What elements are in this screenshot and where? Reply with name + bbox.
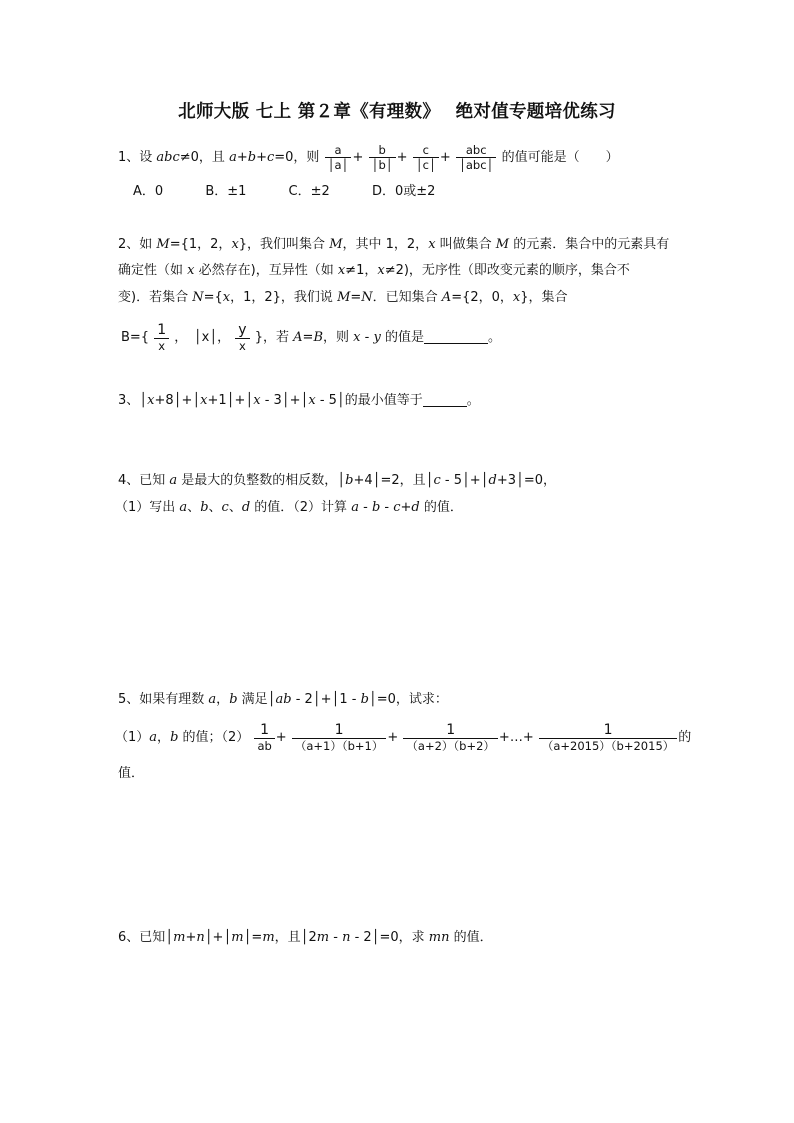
text-q1-plus: + [352, 150, 364, 165]
text-q2-l3-A: A [441, 290, 452, 305]
text-q2-l3-x2: x [512, 290, 521, 305]
text-q6-p: + [185, 930, 197, 945]
text-q5-l1-vab: ab [275, 692, 292, 707]
text-q6-a: 6、已知│ [118, 930, 174, 945]
text-q6-vn2: n [342, 930, 351, 945]
text-q3-e: - 5│的最小值等于 [315, 393, 423, 408]
text-q2-l4-f1-num: 1 [154, 322, 169, 339]
text-q2-l4-end: 。 [487, 330, 501, 345]
text-q2-l3-a: 变)．若集合 [118, 290, 193, 305]
text-q5-f2-den: （a+1）（b+1） [294, 739, 384, 753]
question-4-line-1 [118, 470, 556, 492]
text-q2-l4-y: y [373, 330, 381, 345]
text-q4-l2-m1: - [358, 500, 372, 515]
text-q3-a: 3、│ [118, 393, 148, 408]
text-q1-f2-num: b [369, 143, 396, 158]
text-q4-l2-vd: d [241, 500, 251, 515]
text-q2-l1-M3: M [495, 237, 510, 252]
text-q4-l2-s1: 、 [187, 500, 201, 515]
text-q5-plus: + [275, 730, 287, 745]
text-q1-p1: + [236, 150, 248, 165]
text-q2-l2-c: ≠1， [345, 263, 378, 278]
text-q4-l2-s3: 、 [228, 500, 242, 515]
text-q6-g: 的值． [449, 930, 493, 945]
text-q4-l1-b: 是最大的负整数的相反数，│ [177, 473, 346, 488]
text-q6-vmn: mn [428, 930, 450, 945]
text-q5-l2-va: a [149, 730, 158, 745]
text-q2-l3-g: }，集合 [520, 290, 568, 305]
text-q2-l2-d: ≠2)，无序性（即改变元素的顺序，集合不 [384, 263, 630, 278]
question-5-line-2 [115, 722, 691, 753]
fraction-1-over-x [154, 322, 169, 353]
fraction-abc-over-abs-abc [456, 143, 497, 172]
fraction-c-over-abs-c [413, 143, 439, 172]
text-q5-plus: + [387, 730, 399, 745]
question-4-line-2 [115, 497, 463, 519]
text-q3-end: 。 [466, 393, 480, 408]
text-q4-l1-c: +4│=2，且│ [353, 473, 434, 488]
text-q1-v-b: b [247, 150, 257, 165]
text-q3-d: - 3│+│ [260, 393, 309, 408]
text-q4-l2-b: 的值．（2）计算 [250, 500, 352, 515]
text-q4-l1-d-var: d [488, 473, 497, 488]
text-q4-l2-p: + [400, 500, 412, 515]
text-q1-plus: + [439, 150, 451, 165]
text-q5-tail: 的 [678, 730, 692, 745]
text-q4-l2-vb: b [200, 500, 209, 515]
text-q4-l2-ea: a [351, 500, 359, 515]
answer-blank-3 [423, 392, 467, 407]
text-q6-f: - 2│=0，求 [350, 930, 429, 945]
text-q6-vn: n [196, 930, 205, 945]
text-q2-l3-x: x [222, 290, 231, 305]
text-q2-l2-a: 确定性（如 [118, 263, 188, 278]
text-q5-l1-d: - 2│+│1 - [291, 692, 361, 707]
text-q2-l4-f2-den: x [239, 339, 246, 353]
text-q2-l1-b: ={1，2， [169, 237, 232, 252]
text-q1-lead: 1、设 [118, 150, 157, 165]
question-2-line-4 [121, 322, 501, 353]
text-q2-l3-N2: N [361, 290, 373, 305]
text-q2-l2-x3: x [377, 263, 385, 278]
text-q5-f3-den: （a+2）（b+2） [406, 739, 495, 753]
option-a: A．0 [133, 184, 164, 199]
text-q1-f4-num: abc [456, 143, 497, 158]
text-q2-l3-c: ，1，2}，我们说 [230, 290, 338, 305]
text-q1-f1-num: a [325, 143, 352, 158]
text-q2-l4-d: = [302, 330, 314, 345]
text-q1-tail: 的值可能是（ ） [501, 150, 619, 165]
text-q3-x3: x [253, 393, 261, 408]
text-q4-l2-vc: c [221, 500, 229, 515]
text-q5-l1-vb2: b [360, 692, 369, 707]
text-q1-v-c: c [266, 150, 275, 165]
text-q1-f2-den: │b│ [371, 158, 393, 172]
text-q2-l2-x: x [187, 263, 195, 278]
text-q1-f1-den: │a│ [327, 158, 349, 172]
fraction-a-over-abs-a [325, 143, 352, 172]
question-2-line-2 [118, 260, 630, 282]
text-q1-f3-den: │c│ [415, 158, 436, 172]
question-5-line-1 [118, 689, 448, 711]
text-q2-l1-M: M [156, 237, 170, 252]
text-q4-l2-a: （1）写出 [115, 500, 180, 515]
page-title: 北师大版 七上 第２章《有理数》 绝对值专题培优练习 [178, 102, 616, 122]
text-q6-b: │+│ [204, 930, 232, 945]
text-q5-f3-num: 1 [403, 722, 498, 739]
text-q6-vm4: m [316, 930, 330, 945]
fraction-b-over-abs-b [369, 143, 396, 172]
text-q4-l1-a-var: a [169, 473, 178, 488]
text-q1-f3-num: c [413, 143, 439, 158]
question-2-line-3 [118, 287, 568, 309]
text-q2-l4-B: B [313, 330, 323, 345]
text-q4-l1-d: - 5│+│ [440, 473, 489, 488]
text-q4-l1-c-var: c [433, 473, 441, 488]
text-q2-l1-f: 的元素．集合中的元素具有 [509, 237, 670, 252]
text-q2-l1-e: 叫做集合 [435, 237, 496, 252]
text-q5-l1-e: │=0，试求： [368, 692, 448, 707]
text-q5-f2-num: 1 [292, 722, 387, 739]
text-q3-c: +1│+│ [207, 393, 254, 408]
text-q2-l3-e: ．已知集合 [372, 290, 442, 305]
text-q2-l4-c: }，若 [254, 330, 294, 345]
fraction-y-over-x [235, 322, 249, 353]
text-q1-p2: + [256, 150, 267, 165]
text-q2-l4-f: 的值是 [380, 330, 424, 345]
fraction-1-over-a2-b2 [403, 722, 498, 753]
text-q4-l2-c: 的值． [419, 500, 463, 515]
text-q2-l2-b: 必然存在)，互异性（如 [194, 263, 338, 278]
text-q2-l1-c: }，我们叫集合 [238, 237, 330, 252]
text-q2-l4-a: B={ [121, 330, 150, 345]
text-q5-f4-den: （a+2015）（b+2015） [541, 739, 675, 753]
text-q6-d: ，且│2 [274, 930, 317, 945]
text-q5-l2-a: （1） [115, 730, 150, 745]
text-q4-l2-eb: b [371, 500, 381, 515]
text-q5-f1-num: 1 [254, 722, 274, 739]
text-q5-l1-vb: b [229, 692, 238, 707]
text-q5-l1-c: 满足│ [237, 692, 276, 707]
question-6 [118, 927, 493, 949]
option-b: B．±1 [205, 184, 247, 199]
text-q1-plus: + [396, 150, 408, 165]
text-q1-t2: =0，则 [274, 150, 320, 165]
text-q2-l3-b: ={ [203, 290, 223, 305]
text-q6-vm2: m [231, 930, 244, 945]
text-q4-l2-va: a [179, 500, 188, 515]
question-3 [118, 390, 480, 412]
fraction-1-over-ab [254, 722, 274, 753]
text-q1-v-a: a [229, 150, 237, 165]
fraction-1-over-a1-b1 [292, 722, 387, 753]
text-q2-l1-x: x [231, 237, 239, 252]
text-q2-l2-x2: x [337, 263, 346, 278]
text-q2-l4-e: ，则 [323, 330, 354, 345]
text-q2-l1-d: ，其中 1，2， [342, 237, 429, 252]
text-q5-l2-c: 的值；（2） [178, 730, 250, 745]
text-q2-l4-minus: - [360, 330, 374, 345]
text-q5-l2-vb: b [170, 730, 179, 745]
text-q3-x4: x [308, 393, 316, 408]
text-q5-f4-num: 1 [539, 722, 677, 739]
question-1 [118, 143, 619, 172]
text-q3-x1: x [147, 393, 155, 408]
text-q2-l1-M2: M [329, 237, 343, 252]
text-q2-l1-a: 2、如 [118, 237, 157, 252]
answer-blank-2 [424, 329, 488, 344]
text-q5-l1-va: a [208, 692, 217, 707]
question-1-options [133, 181, 435, 203]
text-q5-l2-b: ， [157, 730, 171, 745]
text-q2-l3-d: = [350, 290, 362, 305]
text-q3-b: +8│+│ [154, 393, 201, 408]
text-q4-l1-e: +3│=0， [496, 473, 556, 488]
text-q2-l1-x2: x [428, 237, 436, 252]
text-q6-e: - [329, 930, 343, 945]
text-q2-l3-M: M [337, 290, 351, 305]
text-q2-l4-f1-den: x [158, 339, 166, 353]
text-q6-vm3: m [262, 930, 275, 945]
text-q4-l2-ec: c [393, 500, 401, 515]
option-c: C．±2 [288, 184, 330, 199]
fraction-1-over-a2015-b2015 [539, 722, 677, 753]
text-q2-l4-b: ， │x│， [174, 330, 231, 345]
text-q5-f1-den: ab [257, 739, 272, 753]
text-q1-t1: ≠0，且 [179, 150, 230, 165]
text-q5-dots: +…+ [498, 730, 534, 745]
text-q4-l1-b-var: b [345, 473, 354, 488]
option-d: D．0或±2 [371, 184, 436, 199]
question-2-line-1 [118, 234, 669, 256]
text-q2-l4-x: x [353, 330, 361, 345]
text-q3-x2: x [200, 393, 208, 408]
text-q2-l3-f: ={2，0， [451, 290, 513, 305]
text-q4-l2-m2: - [380, 500, 394, 515]
text-q5-l1-a: 5、如果有理数 [118, 692, 209, 707]
text-q4-l2-ed: d [411, 500, 420, 515]
text-q2-l4-f2-num: y [235, 322, 249, 339]
text-q4-l1-a: 4、已知 [118, 473, 170, 488]
text-q2-l3-N: N [192, 290, 204, 305]
text-q6-vm: m [173, 930, 186, 945]
question-5-line-3: 值． [118, 766, 145, 781]
text-q2-l4-A: A [293, 330, 303, 345]
text-q1-f4-den: │abc│ [458, 158, 494, 172]
text-q1-v-abc: abc [156, 150, 180, 165]
text-q4-l2-s2: 、 [208, 500, 222, 515]
text-q5-l1-b: ， [216, 692, 230, 707]
text-q6-c: │= [243, 930, 263, 945]
